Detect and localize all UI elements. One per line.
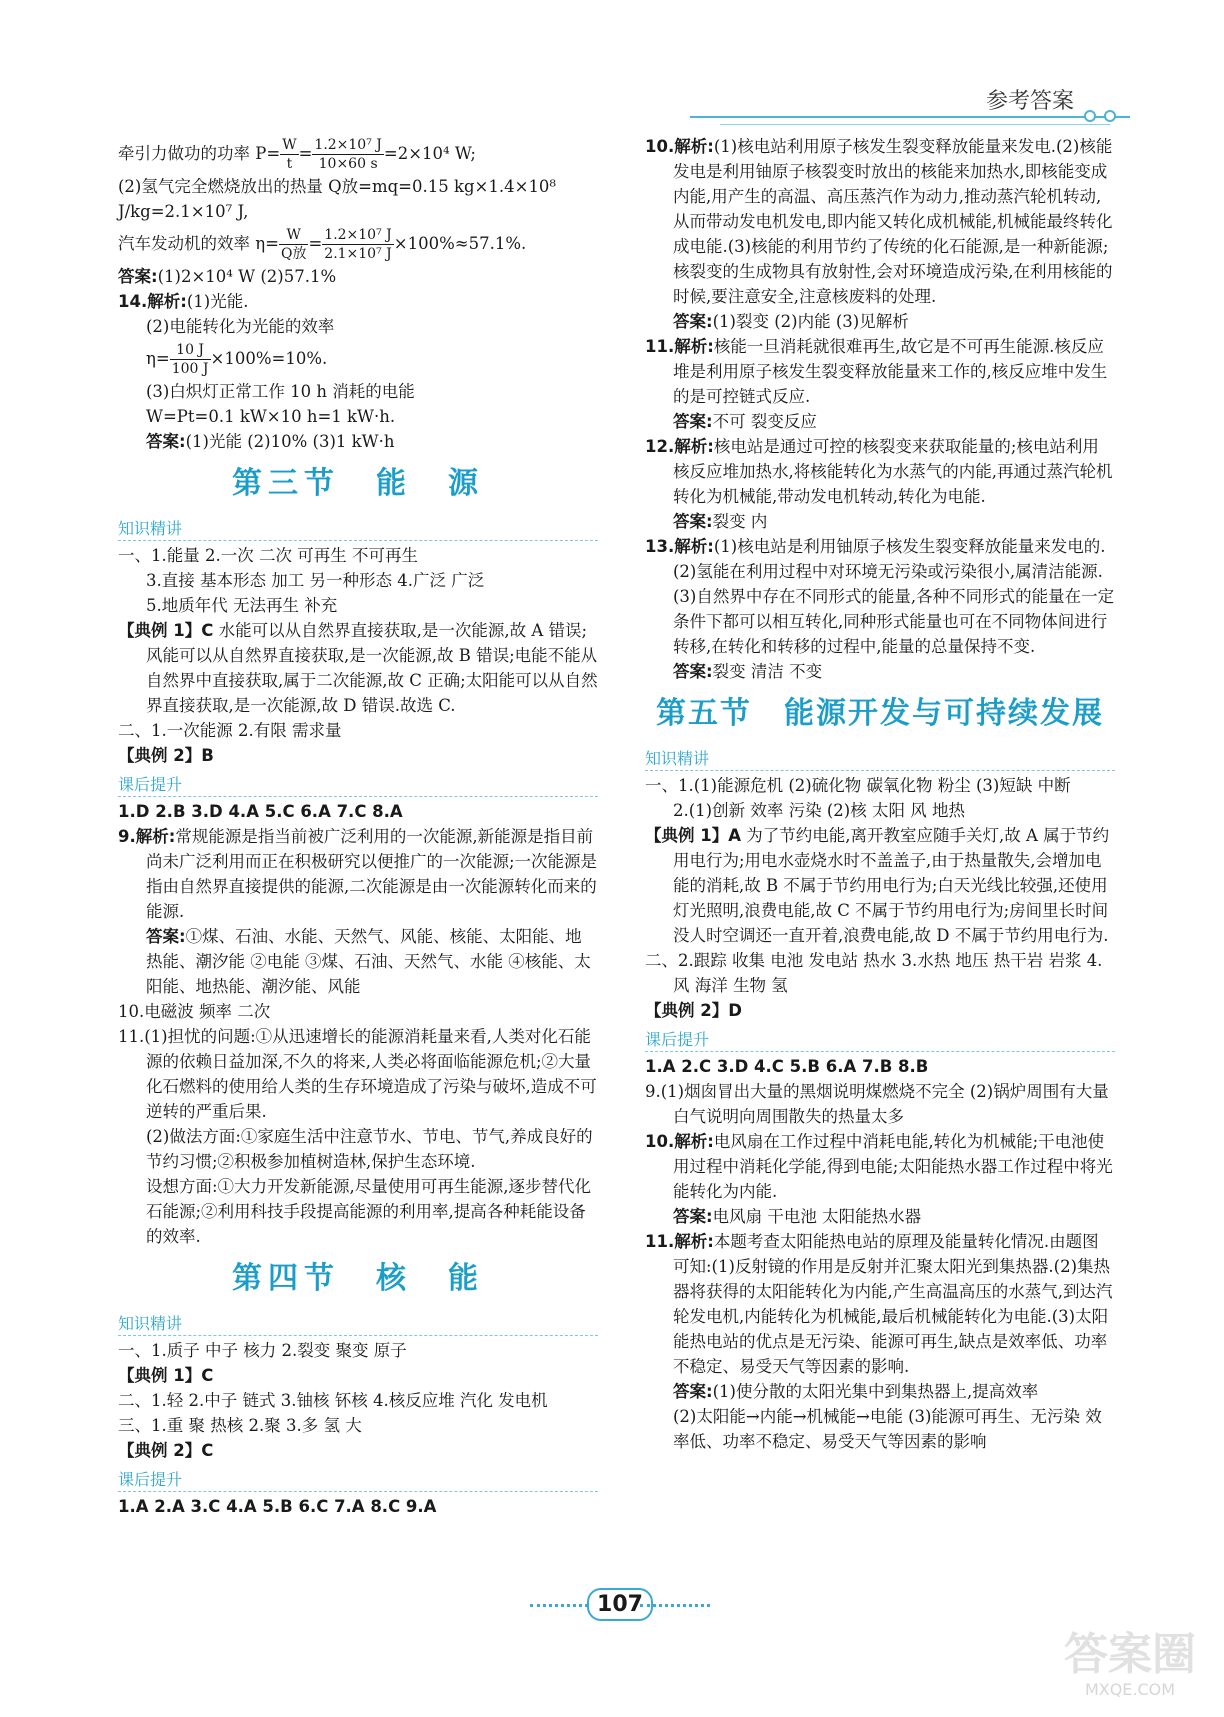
question-14: 14.解析:(1)光能. (118, 292, 249, 311)
sec3-item: 5.地质年代 无法再生 补充 (146, 596, 338, 615)
fraction: $\frac{10 J}{100 J}$ (171, 342, 209, 377)
question-9: 9.(1)烟囱冒出大量的黑烟说明煤燃烧不完全 (2)锅炉周围有大量白气说明向周围散失的热量太多 (645, 1082, 1109, 1126)
example-2: 【典例 2】D (645, 1001, 742, 1020)
mc-answers: 1.D 2.B 3.D 4.A 5.C 6.A 7.C 8.A (118, 802, 403, 821)
knowledge-subheading: 知识精讲 (645, 748, 1115, 771)
section-5-title: 第五节 能源开发与可持续发展 (656, 696, 1104, 731)
header-rule (690, 116, 1130, 118)
fraction: $\frac{W}{t}$ (282, 137, 297, 172)
question-13: 13.解析:(1)核电站是利用铀原子核发生裂变释放能量来发电的.(2)氢能在利用过程中对环境无污染或污染很小,属清洁能源.(3)自然界中存在不同形式的能量,各种不同形式的能量在一定条件下都可以相互转化,同种形式能量也可在不同物体间进行转移,在转化和转移的过程中,能量的总量保持不变. (645, 537, 1115, 656)
q11-line: (2)做法方面:①家庭生活中注意节水、节电、节气,养成良好的节约习惯;②积极参加植树造林,保护生态环境. (146, 1127, 593, 1171)
sec5-item: 二、2.跟踪 收集 电池 发电站 热水 3.水热 地压 热干岩 岩浆 4.风 海洋 生物 氢 (645, 951, 1103, 995)
question-11: 11.解析:核能一旦消耗就很难再生,故它是不可再生能源.核反应堆是利用原子核发生裂变释放能量来工作的,核反应堆中发生的是可控链式反应. (645, 337, 1108, 406)
answer-11: 答案:(1)使分散的太阳光集中到集热器上,提高效率 (673, 1382, 1039, 1401)
footer-dots (640, 1604, 710, 1607)
answer-10: 答案:电风扇 干电池 太阳能热水器 (673, 1207, 922, 1226)
sec4-item: 一、1.质子 中子 核力 2.裂变 聚变 原子 (118, 1341, 407, 1360)
answer-14: 答案:(1)光能 (2)10% (3)1 kW·h (146, 432, 395, 451)
header-title: 参考答案 (985, 89, 1074, 114)
answer-9: 答案:①煤、石油、水能、天然气、风能、核能、太阳能、地热能、潮汐能 ②电能 ③煤、石油、天然气、水能 ④核能、太阳能、地热能、潮汐能、风能 (146, 927, 591, 996)
knowledge-subheading: 知识精讲 (118, 518, 598, 541)
sec5-item: 2.(1)创新 效率 污染 (2)核 太阳 风 地热 (673, 801, 965, 820)
mc-answers: 1.A 2.C 3.D 4.C 5.B 6.A 7.B 8.B (645, 1057, 929, 1076)
after-class-subheading: 课后提升 (118, 774, 598, 797)
answer-12: 答案:裂变 内 (673, 512, 768, 531)
section-4-title: 第四节 核 能 (232, 1261, 484, 1296)
section-3-title: 第三节 能 源 (232, 466, 484, 501)
example-2: 【典例 2】B (118, 746, 214, 765)
mc-answers: 1.A 2.A 3.C 4.A 5.B 6.C 7.A 8.C 9.A (118, 1497, 437, 1516)
answer-10: 答案:(1)裂变 (2)内能 (3)见解析 (673, 312, 909, 331)
header-rule-secondary (720, 124, 1110, 125)
example-1: 【典例 1】C 水能可以从自然界直接获取,是一次能源,故 A 错误;风能可以从自然界直接获取,是一次能源,故 B 错误;电能不能从自然界中直接获取,属于二次能源,故 C 正确;太阳能可以从自然界直接获取,是一次能源,故 D 错误.故选 C. (118, 621, 598, 715)
answer-11-cont: (2)太阳能→内能→机械能→电能 (3)能源可再生、无污染 效率低、功率不稳定、易受天气等因素的影响 (673, 1407, 1102, 1451)
efficiency-formula-line: 汽车发动机的效率 η= $\frac{W}{\text{Q放}}$ = $\frac{\text{1.2×10⁷ J}}{\text{2.1×10⁷ J}}$ ×100%≈57.1%. (118, 227, 527, 262)
example-1: 【典例 1】A 为了节约电能,离开教室应随手关灯,故 A 属于节约用电行为;用电水壶烧水时不盖盖子,由于热量散失,会增加电能的消耗,故 B 不属于节约用电行为;白天光线比较强,还使用灯光照明,浪费电能,故 C 不属于节约用电行为;房间里长时间没人时空调还一直开着,浪费电能,故 D 不属于节约用电行为. (645, 826, 1110, 945)
right-column (645, 134, 1115, 1454)
question-10: 10.解析:电风扇在工作过程中消耗电能,转化为机械能;干电池使用过程中消耗化学能,得到电能;太阳能热水器工作过程中将光能转化为内能. (645, 1132, 1113, 1201)
page-number: 107 (587, 1588, 653, 1621)
fraction: $\frac{\text{1.2×10⁷ J}}{\text{2.1×10⁷ J}}$ (324, 227, 392, 262)
example-1: 【典例 1】C (118, 1366, 214, 1385)
fraction: $\frac{\text{1.2×10⁷ J}}{10\times 60 s}$ (314, 137, 382, 172)
hydrogen-heat-line: (2)氢气完全燃烧放出的热量 Q放=mq=0.15 kg×1.4×10⁸ J/kg=2.1×10⁷ J, (118, 177, 557, 221)
question-12: 12.解析:核电站是通过可控的核裂变来获取能量的;核电站利用核反应堆加热水,将核能转化为水蒸气的内能,再通过蒸汽轮机转化为机械能,带动发电机转动,转化为电能. (645, 437, 1113, 506)
power-formula-line: 牵引力做功的功率 P= $\frac{W}{t}$ = $\frac{\text{1.2×10⁷ J}}{10\times 60 s}$ =2×10⁴ W; (118, 137, 476, 172)
sec3-item: 一、1.能量 2.一次 二次 可再生 不可再生 (118, 546, 418, 565)
q11-line: 设想方面:①大力开发新能源,尽量使用可再生能源,逐步替代化石能源;②利用科技手段提高能源的利用率,提高各种耗能设备的效率. (146, 1177, 592, 1246)
page-footer (530, 1588, 710, 1621)
question-10: 10.解析:(1)核电站利用原子核发生裂变释放能量来发电.(2)核能发电是利用铀原子核裂变时放出的核能来加热水,即核能变成内能,用产生的高温、高压蒸汽作为动力,推动蒸汽轮机转动,从而带动发电机发电,即内能又转化成机械能,机械能最终转化成电能.(3)核能的利用节约了传统的化石能源,是一种新能源;核裂变的生成物具有放射性,会对环境造成污染,在利用核能的时候,要注意安全,注意核废料的处理. (645, 137, 1113, 306)
answer-11: 答案:不可 裂变反应 (673, 412, 817, 431)
after-class-subheading: 课后提升 (645, 1029, 1115, 1052)
sec4-item: 三、1.重 聚 热核 2.聚 3.多 氢 大 (118, 1416, 362, 1435)
sec3-item: 二、1.一次能源 2.有限 需求量 (118, 721, 342, 740)
q14-line: W=Pt=0.1 kW×10 h=1 kW·h. (146, 407, 396, 426)
knowledge-subheading: 知识精讲 (118, 1313, 598, 1336)
left-column (118, 134, 598, 1519)
answer-13: 答案:(1)2×10⁴ W (2)57.1% (118, 267, 337, 286)
sec5-item: 一、1.(1)能源危机 (2)硫化物 碳氧化物 粉尘 (3)短缺 中断 (645, 776, 1071, 795)
answer-13: 答案:裂变 清洁 不变 (673, 662, 823, 681)
question-10: 10.电磁波 频率 二次 (118, 1002, 271, 1021)
question-11: 11.(1)担忧的问题:①从迅速增长的能源消耗量来看,人类对化石能源的依赖日益加深,不久的将来,人类必将面临能源危机;②大量化石燃料的使用给人类的生存环境造成了污染与破坏,造成不可逆转的严重后果. (118, 1027, 597, 1121)
question-11: 11.解析:本题考查太阳能热电站的原理及能量转化情况.由题图可知:(1)反射镜的作用是反射并汇聚太阳光到集热器.(2)集热器将获得的太阳能转化为内能,产生高温高压的水蒸气,到达汽轮发电机,内能转化为机械能,最后机械能转化为电能.(3)太阳能热电站的优点是无污染、能源可再生,缺点是效率低、功率不稳定、易受天气等因素的影响. (645, 1232, 1113, 1376)
q14-formula: η= $\frac{10 J}{100 J}$ ×100%=10%. (146, 342, 328, 377)
header-dot (1104, 110, 1116, 122)
sec4-item: 二、1.轻 2.中子 链式 3.铀核 钚核 4.核反应堆 汽化 发电机 (118, 1391, 548, 1410)
after-class-subheading: 课后提升 (118, 1469, 598, 1492)
sec3-item: 3.直接 基本形态 加工 另一种形态 4.广泛 广泛 (146, 571, 485, 590)
fraction: $\frac{W}{\text{Q放}}$ (280, 227, 307, 262)
header-dot (1084, 110, 1096, 122)
q14-line: (2)电能转化为光能的效率 (146, 317, 335, 336)
example-2: 【典例 2】C (118, 1441, 214, 1460)
q14-line: (3)白炽灯正常工作 10 h 消耗的电能 (146, 382, 415, 401)
question-9: 9.解析:常规能源是指当前被广泛利用的一次能源,新能源是指目前尚未广泛利用而正在积极研究以便推广的一次能源;一次能源是指由自然界直接提供的能源,二次能源是由一次能源转化而来的能源. (118, 827, 598, 921)
watermark-logo: 答案圈 MXQE.COM (1064, 1629, 1196, 1699)
